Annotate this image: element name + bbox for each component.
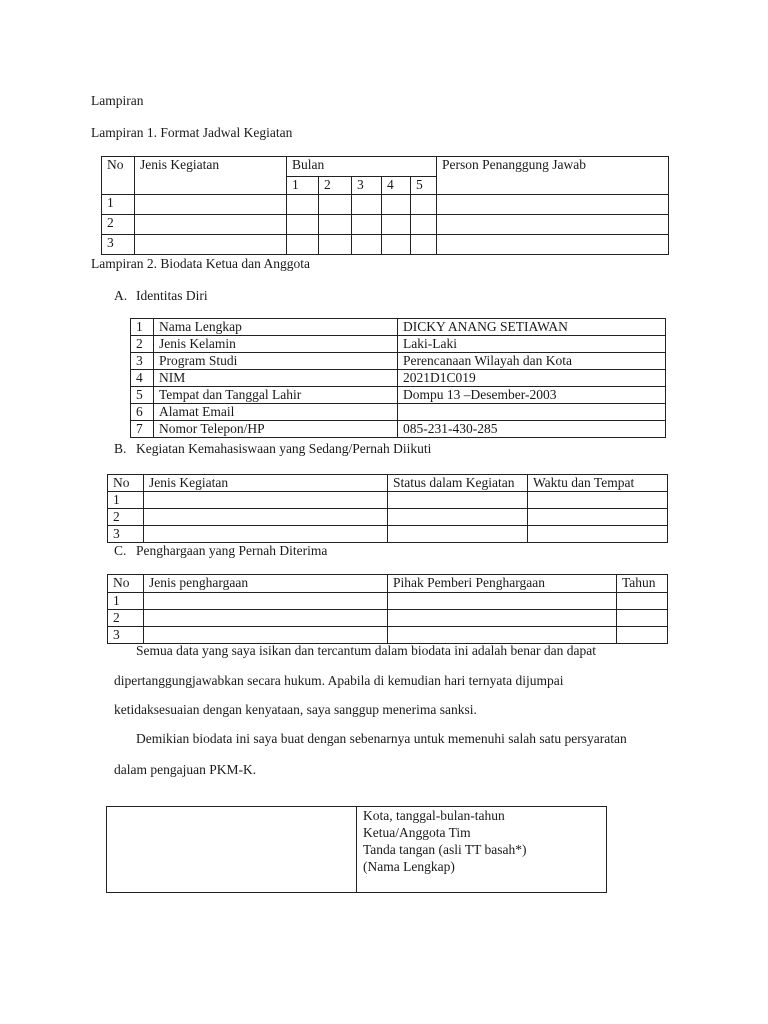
table-row [108,526,668,543]
table-row [131,370,666,387]
header-jenis-penghargaan: Jenis penghargaan [144,575,388,593]
section-b-label: B. [114,441,127,456]
table-row [102,235,669,255]
field-value: Perencanaan Wilayah dan Kota [398,353,666,370]
header-no: No [108,575,144,593]
row-number: 2 [108,610,144,627]
awards-table [107,574,668,644]
signature-full-name: (Nama Lengkap) [363,859,455,874]
row-number: 1 [108,593,144,610]
table-row [131,404,666,421]
lampiran2-title: Lampiran 2. Biodata Ketua dan Anggota [91,256,310,271]
table-header-row [108,475,668,492]
header-tahun: Tahun [617,575,668,593]
header-penanggung-jawab: Person Penanggung Jawab [437,157,669,195]
header-pihak-pemberi: Pihak Pemberi Penghargaan [388,575,617,593]
field-label: Tempat dan Tanggal Lahir [154,387,398,404]
table-row [131,319,666,336]
table-row [131,421,666,438]
field-value: Dompu 13 –Desember-2003 [398,387,666,404]
signature-box [106,806,607,893]
row-number: 1 [131,319,154,336]
table-row [102,195,669,215]
section-c-title: Penghargaan yang Pernah Diterima [136,543,328,558]
table-row [108,492,668,509]
field-value: 2021D1C019 [398,370,666,387]
statement-line: Semua data yang saya isikan dan tercantum dalam biodata ini adalah benar dan dapat [136,643,596,658]
section-b-title: Kegiatan Kemahasiswaan yang Sedang/Pernah Diikuti [136,441,432,456]
identity-table [130,318,666,438]
field-label: Jenis Kelamin [154,336,398,353]
table-row [131,387,666,404]
month-cell: 3 [352,177,382,195]
month-cell: 2 [319,177,352,195]
row-number: 4 [131,370,154,387]
table-row [108,593,668,610]
header-bulan: Bulan [287,157,437,177]
row-number: 3 [108,627,144,644]
field-label: NIM [154,370,398,387]
field-label: Program Studi [154,353,398,370]
field-value [398,404,666,421]
field-label: Nama Lengkap [154,319,398,336]
signature-sign-note: Tanda tangan (asli TT basah*) [363,842,527,857]
row-number: 7 [131,421,154,438]
row-number: 5 [131,387,154,404]
signature-role: Ketua/Anggota Tim [363,825,471,840]
row-number: 6 [131,404,154,421]
field-value: DICKY ANANG SETIAWAN [398,319,666,336]
month-cell: 4 [382,177,411,195]
field-value: Laki-Laki [398,336,666,353]
table-row [108,509,668,526]
statement-line: ketidaksesuaian dengan kenyataan, saya sanggup menerima sanksi. [114,702,477,717]
row-number: 1 [108,492,144,509]
field-label: Alamat Email [154,404,398,421]
row-number: 1 [102,195,135,215]
row-number: 2 [102,215,135,235]
activities-table [107,474,668,543]
header-no: No [108,475,144,492]
header-waktu-tempat: Waktu dan Tempat [528,475,668,492]
section-a-title: Identitas Diri [136,288,208,303]
lampiran1-title: Lampiran 1. Format Jadwal Kegiatan [91,125,293,140]
row-number: 3 [131,353,154,370]
section-a-label: A. [114,288,128,303]
header-status: Status dalam Kegiatan [388,475,528,492]
schedule-table [101,156,669,255]
statement-line: dalam pengajuan PKM-K. [114,762,257,777]
table-row [108,610,668,627]
statement-line: Demikian biodata ini saya buat dengan sebenarnya untuk memenuhi salah satu persyaratan [136,731,627,746]
header-jenis-kegiatan: Jenis Kegiatan [144,475,388,492]
table-row [108,627,668,644]
table-row [102,215,669,235]
row-number: 3 [108,526,144,543]
field-label: Nomor Telepon/HP [154,421,398,438]
signature-left-cell [107,807,357,893]
table-row [131,353,666,370]
signature-place-date: Kota, tanggal-bulan-tahun [363,808,505,823]
field-value: 085-231-430-285 [398,421,666,438]
page-heading: Lampiran [91,93,144,108]
row-number: 3 [102,235,135,255]
header-jenis-kegiatan: Jenis Kegiatan [135,157,287,195]
header-no: No [102,157,135,195]
section-c-label: C. [114,543,127,558]
signature-right-cell [357,807,607,893]
month-cell: 5 [411,177,437,195]
table-row [131,336,666,353]
table-header-row [108,575,668,593]
month-cell: 1 [287,177,319,195]
row-number: 2 [108,509,144,526]
row-number: 2 [131,336,154,353]
statement-line: dipertanggungjawabkan secara hukum. Apabila di kemudian hari ternyata dijumpai [114,673,564,688]
